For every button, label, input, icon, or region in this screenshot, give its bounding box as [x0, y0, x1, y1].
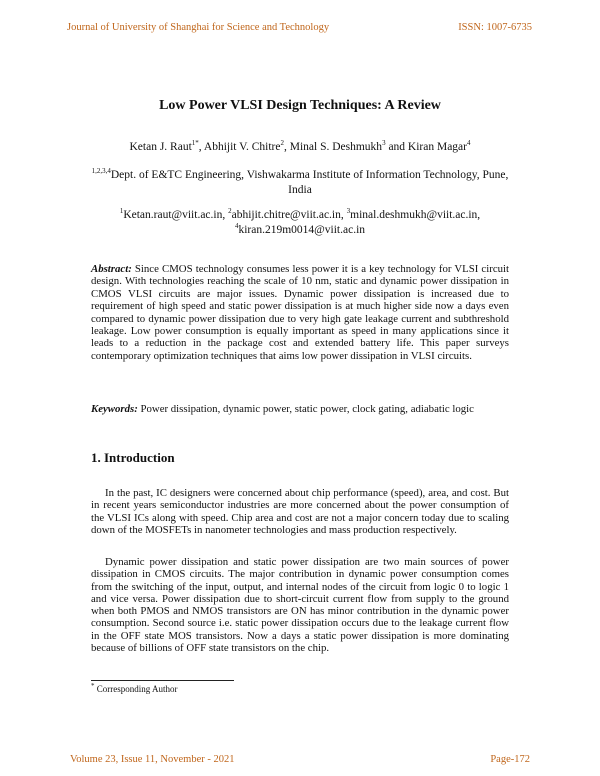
volume-info: Volume 23, Issue 11, November - 2021: [70, 754, 235, 765]
email-link[interactable]: abhijit.chitre@viit.ac.in,: [231, 209, 344, 221]
author-sup: 4: [467, 139, 471, 148]
author-name: Ketan J. Raut: [129, 141, 192, 153]
keywords-label: Keywords:: [91, 403, 138, 415]
author-name: Abhijit V. Chitre: [203, 141, 281, 153]
email-link[interactable]: Ketan.raut@viit.ac.in,: [123, 209, 226, 221]
journal-name: Journal of University of Shanghai for Science and Technology: [67, 22, 330, 33]
email-sup: 4: [234, 222, 239, 231]
keywords: [91, 403, 509, 415]
footnote-mark: *: [91, 682, 95, 690]
affiliation-sup: 1,2,3,4: [91, 167, 111, 176]
footnote-rule: [91, 680, 234, 681]
email-list: [70, 208, 530, 238]
author-sup: 2: [280, 139, 284, 148]
section-heading: 1. Introduction: [91, 450, 175, 465]
footnote-text: Corresponding Author: [96, 684, 178, 694]
paragraph: Dynamic power dissipation and static power dissipation are two main sources of power dissipation in CMOS circuits. The major contribution in dynamic power consumption comes from the switching of the input, output, and internal nodes of the circuit from logic 0 to logic 1 and vice versa. Power dissipation due to short-circuit current flow from supply to the ground when both PMOS and NMOS transistors are ON has minor contribution in the dynamic power consumption. Second source i.e. static power dissipation occurs due to the leakage current flow in the OFF state MOS transistors. Now a days a static power dissipation is more dominating because of billions of OFF state transistors on the chip.: [91, 556, 509, 655]
abstract-label: Abstract:: [91, 263, 132, 275]
email-link[interactable]: minal.deshmukh@viit.ac.in,: [350, 209, 481, 221]
author-name: Kiran Magar: [407, 141, 467, 153]
affiliation: [90, 168, 510, 198]
paper-title: Low Power VLSI Design Techniques: A Review: [159, 98, 441, 113]
footnote: [91, 684, 178, 694]
affiliation-text: Dept. of E&TC Engineering, Vishwakarma Institute of Information Technology, Pune, India: [110, 169, 509, 196]
email-sup: 1: [119, 207, 124, 216]
issn: ISSN: 1007-6735: [458, 22, 532, 33]
page-number: Page-172: [490, 754, 530, 765]
email-sup: 3: [346, 207, 351, 216]
keywords-text: Power dissipation, dynamic power, static power, clock gating, adiabatic logic: [140, 403, 474, 415]
author-name: Minal S. Deshmukh: [289, 141, 383, 153]
abstract: [91, 263, 509, 362]
paragraph: In the past, IC designers were concerned about chip performance (speed), area, and cost. But in recent years semiconductor industries are more concerned about the power consumption of the VLSI ICs along with speed. Chip area and cost are not a major concern today due to scaling down of the MOSFETs in nanometer technologies and mass production respectively.: [91, 487, 509, 536]
email-link[interactable]: kiran.219m0014@viit.ac.in: [238, 224, 366, 236]
author-sup: 3: [382, 139, 386, 148]
email-sup: 2: [228, 207, 232, 216]
author-list: Ketan J. Raut$^{1*}$, Abhijit V. Chitre$^2$, Minal S. Deshmukh$^3$ and Kiran Magar$^4$: [129, 139, 471, 153]
author-sup: 1*: [191, 139, 199, 148]
abstract-text: Since CMOS technology consumes less power it is a key technology for VLSI circuit design. With technologies reaching the scale of 10 nm, static and dynamic power dissipation in CMOS VLSI circuits are major issues. Dynamic power dissipation is increased due to requirement of high speed and static power dissipation is at much higher side now a days even compared to dynamic power dissipation due to very high gate leakage current and subthreshold leakage. Low power consumption is equally important as speed in many applications since it leads to a reduction in the package cost and extended battery life. This paper surveys contemporary optimization techniques that aims low power dissipation in VLSI circuits.: [91, 263, 510, 362]
